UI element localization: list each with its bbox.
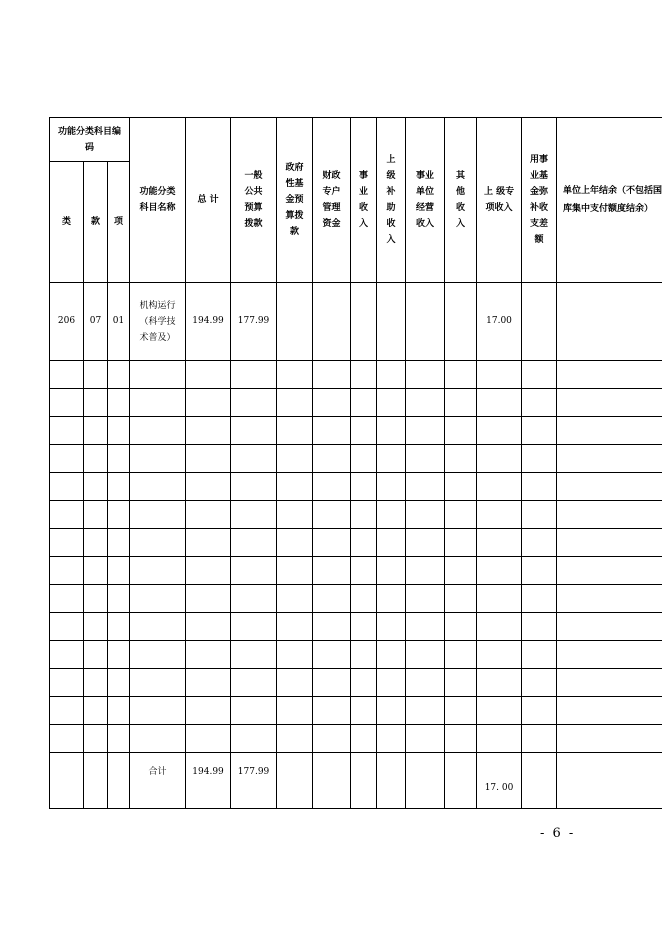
header-total: 总 计 [186, 118, 231, 283]
empty-row [50, 669, 662, 697]
total-total: 194.99 [186, 753, 231, 809]
empty-row [50, 641, 662, 669]
header-row-1 [50, 118, 662, 162]
cell-operating-income [406, 283, 445, 361]
cell-lei: 206 [50, 283, 84, 361]
empty-row [50, 501, 662, 529]
total-general-budget: 177.99 [231, 753, 277, 809]
cell-xiang: 01 [108, 283, 130, 361]
header-general-budget: 一般公共预算拨款 [231, 118, 277, 283]
empty-row [50, 473, 662, 501]
cell-upper-special: 17.00 [477, 283, 522, 361]
total-row [50, 753, 662, 809]
cell-upper-subsidy [377, 283, 406, 361]
cell-gov-fund [277, 283, 313, 361]
header-prev-balance: 单位上年结余（不包括国库集中支付额度结余） [557, 118, 662, 283]
empty-row [50, 613, 662, 641]
empty-row [50, 361, 662, 389]
empty-row [50, 417, 662, 445]
cell-general-budget: 177.99 [231, 283, 277, 361]
table-row [50, 283, 662, 361]
empty-row [50, 445, 662, 473]
header-gov-fund: 政府性基金预算拨款 [277, 118, 313, 283]
empty-row [50, 529, 662, 557]
cell-total: 194.99 [186, 283, 231, 361]
total-upper-special: 17. 00 [477, 753, 522, 809]
header-name: 功能分类科目名称 [130, 118, 186, 283]
cell-career-income [351, 283, 377, 361]
cell-prev-balance [557, 283, 662, 361]
page-number: - 6 - [540, 826, 576, 841]
header-upper-special: 上 级专 项收入 [477, 118, 522, 283]
cell-kuan: 07 [84, 283, 108, 361]
empty-row [50, 389, 662, 417]
empty-row [50, 725, 662, 753]
header-other-income: 其他收入 [445, 118, 477, 283]
cell-other-income [445, 283, 477, 361]
header-lei: 类 [50, 162, 84, 283]
empty-row [50, 697, 662, 725]
cell-fund-offset [522, 283, 557, 361]
header-operating-income: 事业单位经营收入 [406, 118, 445, 283]
header-fund-offset: 用事业基金弥补收支差额 [522, 118, 557, 283]
header-xiang: 项 [108, 162, 130, 283]
header-fiscal-special: 财政专户管理资金 [313, 118, 351, 283]
header-upper-subsidy: 上级补助收入 [377, 118, 406, 283]
header-career-income: 事业收入 [351, 118, 377, 283]
budget-table [49, 117, 662, 809]
empty-row [50, 557, 662, 585]
empty-row [50, 585, 662, 613]
cell-fiscal-special [313, 283, 351, 361]
cell-name: 机构运行（科学技术普及） [130, 283, 186, 361]
total-label: 合计 [130, 753, 186, 809]
header-kuan: 款 [84, 162, 108, 283]
header-code-group: 功能分类科目编码 [50, 118, 130, 162]
